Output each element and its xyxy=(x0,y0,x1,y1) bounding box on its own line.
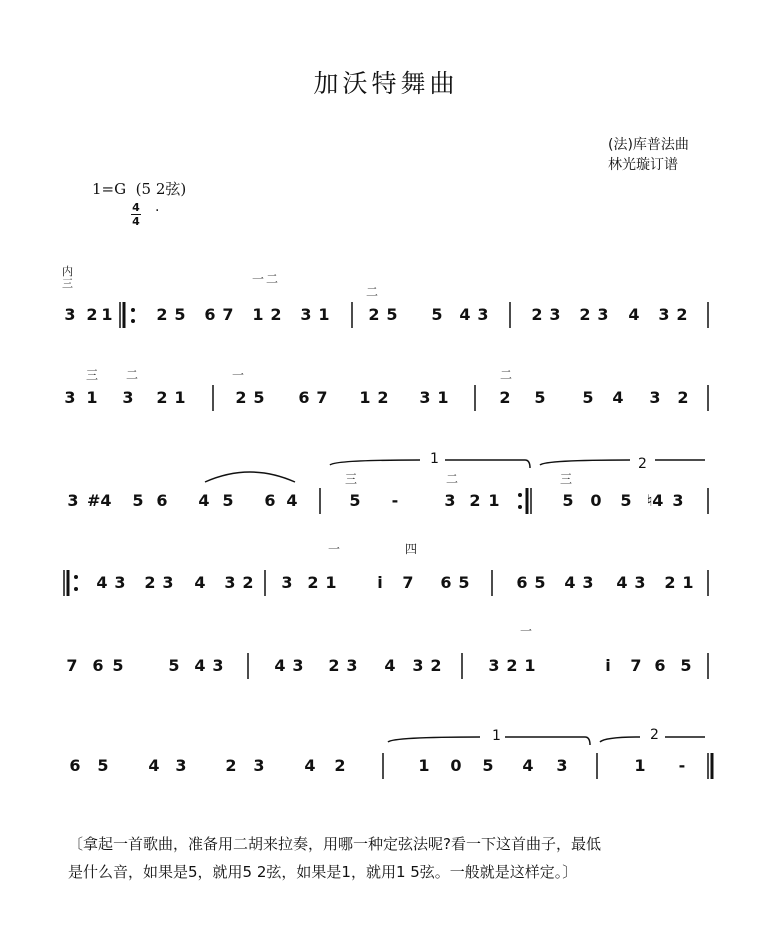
note: 5 xyxy=(168,656,180,675)
note: 3 xyxy=(444,491,456,510)
note: 3 xyxy=(634,573,646,592)
note: 6 xyxy=(298,388,310,407)
note: 2 xyxy=(156,305,168,324)
note: 2 xyxy=(270,305,282,324)
note: 4 xyxy=(194,573,206,592)
fingering-mark: 三 xyxy=(86,368,99,382)
note: 1 xyxy=(524,656,536,675)
note: 3 xyxy=(114,573,126,592)
note: 4 xyxy=(304,756,316,775)
note: 4 xyxy=(274,656,286,675)
note: 4 xyxy=(148,756,160,775)
note: 1 xyxy=(359,388,371,407)
note: 5 xyxy=(534,388,546,407)
volta-1-label: 1 xyxy=(430,451,439,467)
note: - xyxy=(678,756,686,775)
note: 1 xyxy=(86,388,98,407)
note: 5 xyxy=(112,656,124,675)
note: 2 xyxy=(676,305,688,324)
note: 4 xyxy=(459,305,471,324)
note: 7 xyxy=(66,656,78,675)
note: 2 xyxy=(664,573,676,592)
meter-top: 4 xyxy=(132,201,140,214)
note: i xyxy=(605,656,611,675)
footnote xyxy=(68,830,728,886)
footnote-line-1: 〔拿起一首歌曲，准备用二胡来拉奏，用哪一种定弦法呢?看一下这首曲子，最低 xyxy=(68,835,601,853)
note: 3 xyxy=(292,656,304,675)
fingering-mark: 一 xyxy=(232,368,245,382)
note: 4 xyxy=(194,656,206,675)
note: 5 xyxy=(349,491,361,510)
note: 3 xyxy=(649,388,661,407)
note: 3 xyxy=(412,656,424,675)
volta-2-label-end: 2 xyxy=(650,727,659,743)
note: #4 xyxy=(87,491,112,510)
note: 3 xyxy=(582,573,594,592)
fingering-mark: 三 xyxy=(345,472,358,486)
note: 2 xyxy=(506,656,518,675)
fingering-mark: 二 xyxy=(446,472,459,486)
string-marking-inner: 内 xyxy=(62,265,73,278)
note: 6 xyxy=(440,573,452,592)
fingering-mark: 三 xyxy=(560,472,573,486)
score-row-5 xyxy=(0,656,772,686)
note: 4 xyxy=(286,491,298,510)
note: 0 xyxy=(590,491,602,510)
fingering-mark: 二 xyxy=(126,368,139,382)
note: 4 xyxy=(384,656,396,675)
note: 5 xyxy=(174,305,186,324)
note: 5 xyxy=(582,388,594,407)
note: 2 xyxy=(579,305,591,324)
tuning-label: (5 2弦) xyxy=(135,180,187,198)
fingering-mark: 二 xyxy=(366,285,379,299)
note: 6 xyxy=(92,656,104,675)
score-row-6 xyxy=(0,756,772,786)
note: 3 xyxy=(549,305,561,324)
note: 2 xyxy=(86,305,98,324)
note: 3 xyxy=(67,491,79,510)
note: 7 xyxy=(316,388,328,407)
note: 4 xyxy=(198,491,210,510)
note: 2 xyxy=(677,388,689,407)
volta-2-label: 2 xyxy=(638,456,647,472)
note: 5 xyxy=(534,573,546,592)
note: 3 xyxy=(477,305,489,324)
string-marking-three: 三 xyxy=(62,277,73,290)
note: 3 xyxy=(488,656,500,675)
note: 1 xyxy=(325,573,337,592)
volta-1-label-end: 1 xyxy=(492,728,501,744)
fingering-mark: 四 xyxy=(405,542,418,556)
note: 2 xyxy=(242,573,254,592)
note: 3 xyxy=(212,656,224,675)
fingering-mark: 一 xyxy=(520,624,533,638)
note: 3 xyxy=(556,756,568,775)
note: 2 xyxy=(499,388,511,407)
note: 7 xyxy=(630,656,642,675)
note: 7 xyxy=(402,573,414,592)
fingering-mark: 二 xyxy=(266,272,279,286)
note: 2 xyxy=(328,656,340,675)
note: 5 xyxy=(386,305,398,324)
note: 2 xyxy=(235,388,247,407)
note: 6 xyxy=(204,305,216,324)
note: 5 xyxy=(431,305,443,324)
note: 3 xyxy=(300,305,312,324)
note: 5 xyxy=(97,756,109,775)
fingering-mark: 二 xyxy=(500,368,513,382)
note: 4 xyxy=(564,573,576,592)
score-row-1 xyxy=(0,305,772,335)
note: 5 xyxy=(620,491,632,510)
note: 2 xyxy=(368,305,380,324)
note: 3 xyxy=(64,388,76,407)
note: 1 xyxy=(437,388,449,407)
meter-bottom: 4 xyxy=(132,215,140,228)
note: 5 xyxy=(458,573,470,592)
note: 6 xyxy=(654,656,666,675)
note: 1 xyxy=(418,756,430,775)
note: 5 xyxy=(132,491,144,510)
note: 2 xyxy=(307,573,319,592)
note: 4 xyxy=(616,573,628,592)
note: 5 xyxy=(562,491,574,510)
note: 6 xyxy=(69,756,81,775)
note: 1 xyxy=(318,305,330,324)
note: 3 xyxy=(64,305,76,324)
note: 3 xyxy=(253,756,265,775)
note: 4 xyxy=(628,305,640,324)
note: 5 xyxy=(222,491,234,510)
note: 7 xyxy=(222,305,234,324)
note: ♮4 xyxy=(646,491,664,510)
note: 1 xyxy=(682,573,694,592)
note: 3 xyxy=(672,491,684,510)
note: 2 xyxy=(156,388,168,407)
arranger-credit: 林光璇订谱 xyxy=(608,157,678,173)
footnote-line-2: 是什么音，如果是5，就用5 2弦，如果是1，就用1 5弦。一般就是这样定。〕 xyxy=(68,863,578,881)
note: 5 xyxy=(253,388,265,407)
note: 3 xyxy=(597,305,609,324)
note: 3 xyxy=(122,388,134,407)
key-label: 1=G xyxy=(92,180,127,198)
note: 2 xyxy=(225,756,237,775)
note: 1 xyxy=(174,388,186,407)
note: 3 xyxy=(175,756,187,775)
note: 2 xyxy=(531,305,543,324)
score-row-4 xyxy=(0,573,772,603)
note: 4 xyxy=(612,388,624,407)
note: 4 xyxy=(96,573,108,592)
note: - xyxy=(391,491,399,510)
note: 6 xyxy=(264,491,276,510)
note: 3 xyxy=(419,388,431,407)
note: 1 xyxy=(101,305,113,324)
note: 5 xyxy=(482,756,494,775)
note: 0 xyxy=(450,756,462,775)
note: 3 xyxy=(658,305,670,324)
note: 2 xyxy=(144,573,156,592)
note: 5 xyxy=(680,656,692,675)
page-title: 加沃特舞曲 xyxy=(313,69,459,98)
meter-dot: · xyxy=(155,203,160,219)
note: 3 xyxy=(346,656,358,675)
note: 3 xyxy=(162,573,174,592)
composer-credit: (法)库普法曲 xyxy=(608,137,689,153)
note: i xyxy=(377,573,383,592)
note: 6 xyxy=(156,491,168,510)
note: 2 xyxy=(377,388,389,407)
note: 2 xyxy=(334,756,346,775)
note: 1 xyxy=(252,305,264,324)
fingering-mark: 一 xyxy=(328,542,341,556)
note: 4 xyxy=(522,756,534,775)
fingering-mark: 一 xyxy=(252,272,265,286)
score-row-3 xyxy=(0,491,772,521)
score-row-2 xyxy=(0,388,772,418)
note: 3 xyxy=(224,573,236,592)
note: 2 xyxy=(430,656,442,675)
note: 1 xyxy=(634,756,646,775)
note: 1 xyxy=(488,491,500,510)
note: 6 xyxy=(516,573,528,592)
note: 2 xyxy=(469,491,481,510)
note: 3 xyxy=(281,573,293,592)
